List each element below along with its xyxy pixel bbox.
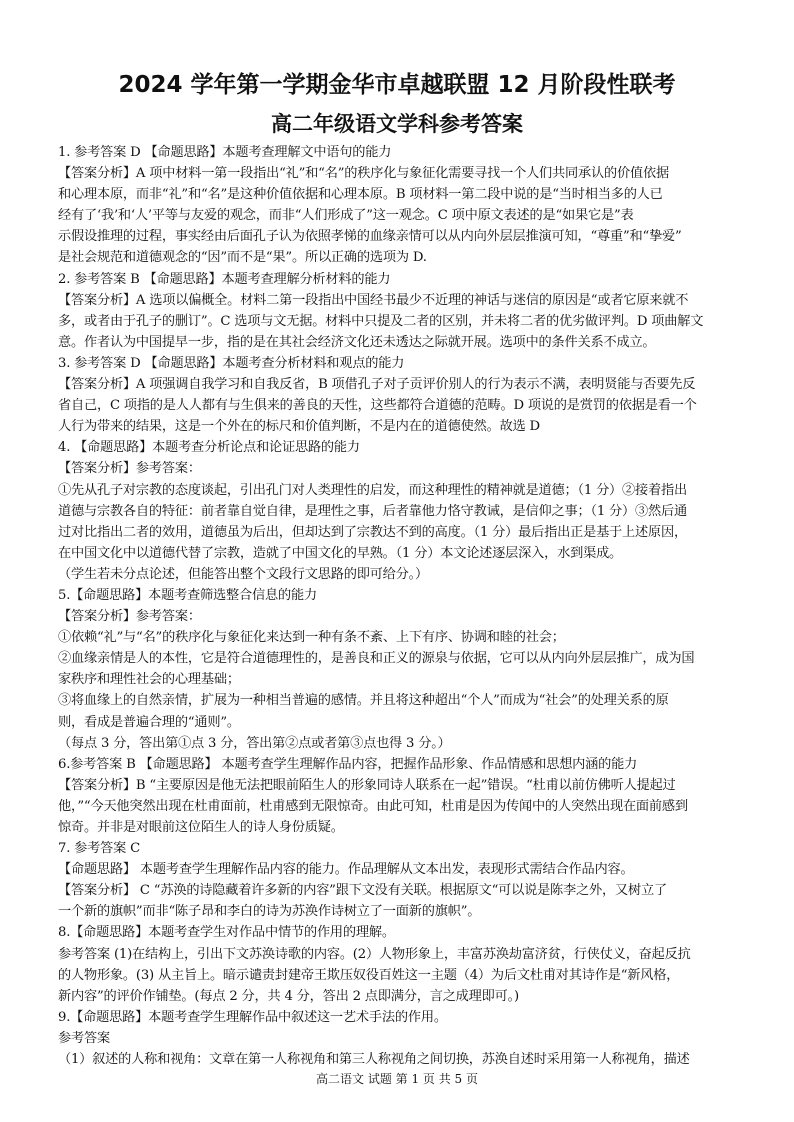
text-line: 经有了‘我’和‘人’平等与友爱的观念，而非“人们形成了”这一观念。C 项中原文表述的是“如果它是”表 <box>58 208 634 224</box>
text-line: 新内容”的评价作铺垫。(每点 2 分，共 4 分，答出 2 点即满分，言之成理即可。) <box>58 988 519 1004</box>
text-line: 【答案分析】A 选项以偏概全。材料二第一段指出中国经书最少不近理的神话与迷信的原因是“或者它原来就不 <box>58 292 689 308</box>
text-line: 【答案分析】A 项强调自我学习和自我反省，B 项借孔子对子贡评价别人的行为表示不满，表明贤能与否要先反 <box>58 377 696 393</box>
text-line: 【答案分析】参考答案： <box>58 609 201 625</box>
text-line: 在中国文化中以道德代替了宗教，造就了中国文化的早熟。（1 分）本文论述逐层深入，水到渠成。 <box>58 545 623 561</box>
text-line: 3. 参考答案 D 【命题思路】本题考查分析材料和观点的能力 <box>58 355 405 371</box>
text-line: 5.【命题思路】本题考查筛选整合信息的能力 <box>58 587 317 603</box>
text-line: 参考答案 <box>58 1030 110 1046</box>
text-line: 4. 【命题思路】本题考查分析论点和论证思路的能力 <box>58 440 360 456</box>
text-line: 8.【命题思路】本题考查学生对作品中情节的作用的理解。 <box>58 925 395 941</box>
text-line: 惊奇。并非是对眼前这位陌生人的诗人身份质疑。 <box>58 820 344 835</box>
text-line: 【答案分析】B “主要原因是他无法把眼前陌生人的形象同诗人联系在一起”错误。“杜甫以前仿佛听人提起过 <box>58 777 676 793</box>
text-line: 家秩序和理性社会的心理基础； <box>58 672 240 688</box>
text-line: 他，”“今天他突然出现在杜甫面前，杜甫感到无限惊奇。由此可知，杜甫是因为传闻中的人突然出现在面前感到 <box>58 798 688 814</box>
text-line: ③将血缘上的自然亲情，扩展为一种相当普遍的感情。并且将这种超出“个人”而成为“社会”的处理关系的原 <box>58 693 669 709</box>
text-line: 是社会规范和道德观念的“因”而不是“果”。所以正确的选项为 D. <box>58 250 427 266</box>
text-line: （1）叙述的人称和视角：文章在第一人称视角和第三人称视角之间切换，苏涣自述时采用第一人称视角，描述 <box>58 1052 690 1068</box>
text-line: 意。作者认为中国提早一步，指的是在其社会经济文化还未透达之际就开展。选项中的条件关系不成立。 <box>58 334 656 350</box>
text-line: 过对比指出二者的效用，道德虽为后出，但却达到了宗教达不到的高度。（1 分）最后指出正是基于上述原因， <box>58 524 687 540</box>
page-footer: 高二语文 试题 第 1 页 共 5 页 <box>316 1072 478 1086</box>
answer-body <box>58 142 742 1070</box>
text-line: 6.参考答案 B 【命题思路】 本题考查学生理解作品内容，把握作品形象、作品情感和思想内涵的能力 <box>58 756 638 772</box>
page-title: 2024 学年第一学期金华市卓越联盟 12 月阶段性联考 <box>118 72 676 98</box>
text-line: ①依赖“礼”与“名”的秩序化与象征化来达到一种有条不紊、上下有序、协调和睦的社会； <box>58 630 565 646</box>
text-line: 省自己，C 项指的是人人都有与生俱来的善良的天性，这些都符合道德的范畴。D 项说的是赏罚的依据是看一个 <box>58 398 697 414</box>
text-line: 参考答案 (1)在结构上，引出下文苏涣诗歌的内容。(2）人物形象上，丰富苏涣劫富济贫，行侠仗义，奋起反抗 <box>58 946 691 962</box>
text-line: 和心理本原，而非“礼”和“名”是这种价值依据和心理本原。B 项材料一第二段中说的是“当时相当多的人已 <box>58 187 663 203</box>
text-line: （学生若未分点论述，但能答出整个文段行文思路的即可给分。） <box>58 566 429 582</box>
text-line: 则，看成是普遍合理的“通则”。 <box>58 714 240 730</box>
page-subtitle: 高二年级语文学科参考答案 <box>271 112 523 136</box>
text-line: ②血缘亲情是人的本性，它是符合道德理性的，是善良和正义的源泉与依据，它可以从内向外层层推广，成为国 <box>58 651 695 667</box>
text-line: 1. 参考答案 D 【命题思路】本题考查理解文中语句的能力 <box>58 145 392 160</box>
text-line: 7. 参考答案 C <box>58 841 141 857</box>
text-line: 多，或者由于孔子的删订”。C 选项与文无据。材料中只提及二者的区别，并未将二者的优劣做评判。D 项曲解文 <box>58 313 704 329</box>
text-line: 【答案分析】 C “苏涣的诗隐藏着许多新的内容”跟下文没有关联。根据原文“可以说是陈李之外，又树立了 <box>58 883 667 899</box>
text-line: 人行为带来的结果，这是一个外在的标尺和价值判断，不是内在的道德使然。故选 D <box>58 419 540 435</box>
text-line: ①先从孔子对宗教的态度谈起，引出孔门对人类理性的启发，而这种理性的精神就是道德；（1 分）②接着指出 <box>58 482 687 498</box>
text-line: 的人物形象。(3) 从主旨上。暗示谴责封建帝王欺压奴役百姓这一主题（4）为后文杜甫对其诗作是“新风格， <box>58 967 680 983</box>
text-line: 【命题思路】 本题考查学生理解作品内容的能力。作品理解从文本出发，表现形式需结合作品内容。 <box>58 862 634 878</box>
text-line: 道德与宗教各自的特征：前者靠自觉自律，是理性之事，后者靠他力恪守教诫，是信仰之事；（1 分）③然后通 <box>58 503 687 519</box>
text-line: 一个新的旗帜”而非“陈子昂和李白的诗为苏涣作诗树立了一面新的旗帜”。 <box>58 904 481 920</box>
text-line: （每点 3 分，答出第①点 3 分，答出第②点或者第③点也得 3 分。） <box>58 735 451 751</box>
text-line: 2. 参考答案 B 【命题思路】本题考查理解分析材料的能力 <box>58 271 391 287</box>
text-line: 9.【命题思路】本题考查学生理解作品中叙述这一艺术手法的作用。 <box>58 1009 447 1025</box>
text-line: 示假设推理的过程，事实经由后面孔子认为依照孝悌的血缘亲情可以从内向外层层推演可知，“尊重”和“挚爱” <box>58 229 682 245</box>
text-line: 【答案分析】参考答案： <box>58 461 201 477</box>
text-line: 【答案分析】A 项中材料一第一段指出“礼”和“名”的秩序化与象征化需要寻找一个人们共同承认的价值依据 <box>58 166 669 182</box>
